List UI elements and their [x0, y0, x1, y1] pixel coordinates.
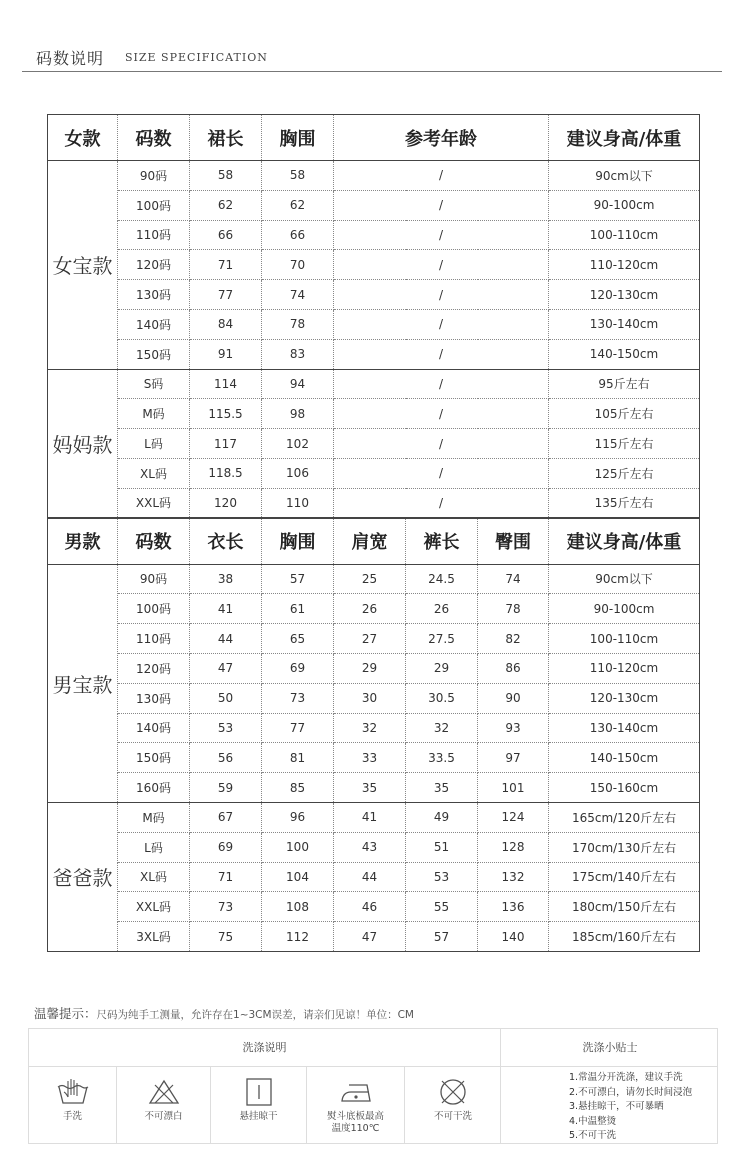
table-cell: 170cm/130斤左右	[549, 832, 700, 862]
men-header-cell: 男款	[48, 518, 118, 564]
table-row	[48, 399, 700, 429]
table-cell: XL码	[118, 458, 190, 488]
care-label-iron-1: 熨斗底板最高	[326, 1111, 384, 1122]
table-row	[48, 309, 700, 339]
table-cell: XL码	[118, 862, 190, 892]
table-cell: 150码	[118, 743, 190, 773]
hang-dry-icon	[242, 1077, 276, 1107]
table-cell: 140-150cm	[549, 339, 700, 369]
table-cell: 130码	[118, 683, 190, 713]
table-cell: 46	[334, 892, 406, 922]
table-cell: 110	[262, 488, 334, 518]
women-header-cell: 建议身高/体重	[549, 115, 700, 161]
group-label: 爸爸款	[48, 802, 118, 951]
table-cell: 135斤左右	[549, 488, 700, 518]
table-cell: 53	[406, 862, 478, 892]
table-cell: 66	[262, 220, 334, 250]
care-label-iron-2: 温度110℃	[331, 1123, 380, 1134]
table-cell: XXL码	[118, 892, 190, 922]
table-cell: 98	[262, 399, 334, 429]
table-row	[48, 429, 700, 459]
women-header-row	[48, 115, 700, 161]
table-cell: 180cm/150斤左右	[549, 892, 700, 922]
table-cell: 160码	[118, 773, 190, 803]
table-cell: /	[334, 220, 549, 250]
table-cell: 49	[406, 802, 478, 832]
table-cell: 38	[190, 564, 262, 594]
care-item-no-dry-clean	[405, 1067, 501, 1144]
women-header-cell: 码数	[118, 115, 190, 161]
table-cell: 47	[334, 922, 406, 952]
warm-tip-label: 温馨提示：	[34, 1006, 97, 1021]
men-header-cell: 胸围	[262, 518, 334, 564]
table-cell: 104	[262, 862, 334, 892]
table-cell: 50	[190, 683, 262, 713]
group-label: 妈妈款	[48, 369, 118, 518]
table-row	[48, 743, 700, 773]
table-cell: 112	[262, 922, 334, 952]
table-cell: 90-100cm	[549, 190, 700, 220]
table-cell: /	[334, 309, 549, 339]
table-cell: /	[334, 429, 549, 459]
table-cell: 100码	[118, 190, 190, 220]
women-header-cell: 参考年龄	[334, 115, 549, 161]
table-row	[48, 488, 700, 518]
wash-instructions-title: 洗涤说明	[29, 1029, 501, 1067]
group-label: 女宝款	[48, 161, 118, 370]
care-label-no-bleach: 不可漂白	[144, 1111, 183, 1122]
table-cell: 35	[406, 773, 478, 803]
table-cell: 82	[478, 624, 549, 654]
table-row	[48, 773, 700, 803]
table-cell: 62	[190, 190, 262, 220]
table-cell: XXL码	[118, 488, 190, 518]
table-cell: 120码	[118, 250, 190, 280]
women-header-cell: 裙长	[190, 115, 262, 161]
table-cell: 61	[262, 594, 334, 624]
no-dry-clean-icon	[436, 1077, 470, 1107]
care-section	[28, 1028, 718, 1144]
table-cell: 185cm/160斤左右	[549, 922, 700, 952]
table-cell: 58	[262, 161, 334, 191]
table-cell: 110-120cm	[549, 653, 700, 683]
table-cell: 69	[190, 832, 262, 862]
table-cell: 66	[190, 220, 262, 250]
table-cell: 90码	[118, 564, 190, 594]
wash-tips-title: 洗涤小贴士	[582, 1041, 638, 1054]
table-cell: 57	[406, 922, 478, 952]
table-cell: M码	[118, 802, 190, 832]
table-cell: 30	[334, 683, 406, 713]
table-cell: 3XL码	[118, 922, 190, 952]
table-cell: 108	[262, 892, 334, 922]
care-item-iron	[307, 1067, 405, 1144]
table-cell: 105斤左右	[549, 399, 700, 429]
table-cell: 150码	[118, 339, 190, 369]
table-cell: /	[334, 161, 549, 191]
header-title-cn: 码数说明	[36, 49, 105, 68]
table-cell: 84	[190, 309, 262, 339]
table-row	[48, 653, 700, 683]
table-cell: 118.5	[190, 458, 262, 488]
care-label-hand-wash: 手洗	[62, 1111, 82, 1122]
table-cell: 53	[190, 713, 262, 743]
table-cell: 130-140cm	[549, 309, 700, 339]
table-row	[48, 220, 700, 250]
table-cell: 75	[190, 922, 262, 952]
table-cell: 33.5	[406, 743, 478, 773]
table-cell: 29	[334, 653, 406, 683]
table-cell: 130-140cm	[549, 713, 700, 743]
table-cell: 56	[190, 743, 262, 773]
table-cell: L码	[118, 832, 190, 862]
table-cell: 93	[478, 713, 549, 743]
table-cell: /	[334, 488, 549, 518]
table-cell: 26	[406, 594, 478, 624]
table-cell: 90	[478, 683, 549, 713]
table-cell: 58	[190, 161, 262, 191]
table-row	[48, 922, 700, 952]
hand-wash-icon	[56, 1077, 90, 1107]
table-cell: 101	[478, 773, 549, 803]
table-cell: M码	[118, 399, 190, 429]
table-cell: 83	[262, 339, 334, 369]
table-cell: 32	[334, 713, 406, 743]
men-header-cell: 肩宽	[334, 518, 406, 564]
table-cell: 115.5	[190, 399, 262, 429]
table-cell: 62	[262, 190, 334, 220]
wash-tip-item: 3.悬挂晾干，不可暴晒	[569, 1101, 664, 1112]
table-cell: 65	[262, 624, 334, 654]
table-cell: 77	[262, 713, 334, 743]
table-cell: 115斤左右	[549, 429, 700, 459]
men-header-cell: 建议身高/体重	[549, 518, 700, 564]
table-cell: 81	[262, 743, 334, 773]
care-label-hang-dry: 悬挂晾干	[239, 1111, 278, 1122]
table-row	[48, 190, 700, 220]
table-cell: 57	[262, 564, 334, 594]
table-cell: 125斤左右	[549, 458, 700, 488]
table-row	[48, 832, 700, 862]
table-row	[48, 892, 700, 922]
table-cell: 67	[190, 802, 262, 832]
table-cell: /	[334, 369, 549, 399]
table-row	[48, 713, 700, 743]
men-header-cell: 臀围	[478, 518, 549, 564]
table-cell: 35	[334, 773, 406, 803]
table-cell: 59	[190, 773, 262, 803]
table-cell: 71	[190, 862, 262, 892]
table-cell: 90cm以下	[549, 564, 700, 594]
table-cell: 100-110cm	[549, 624, 700, 654]
table-cell: 30.5	[406, 683, 478, 713]
table-cell: 26	[334, 594, 406, 624]
wash-tips-list	[569, 1071, 692, 1144]
table-cell: 132	[478, 862, 549, 892]
table-row	[48, 862, 700, 892]
table-row	[48, 339, 700, 369]
table-cell: /	[334, 339, 549, 369]
table-cell: 55	[406, 892, 478, 922]
no-bleach-icon	[147, 1077, 181, 1107]
table-cell: 33	[334, 743, 406, 773]
table-row	[48, 280, 700, 310]
table-cell: 124	[478, 802, 549, 832]
table-cell: 43	[334, 832, 406, 862]
wash-tip-item: 1.常温分开洗涤，建议手洗	[569, 1072, 683, 1083]
table-cell: 110码	[118, 624, 190, 654]
table-cell: 128	[478, 832, 549, 862]
care-icons	[29, 1067, 501, 1144]
warm-tip-text: 尺码为纯手工测量，允许存在1~3CM误差，请亲们见谅！单位：CM	[96, 1009, 414, 1021]
table-row	[48, 683, 700, 713]
table-cell: 120-130cm	[549, 683, 700, 713]
table-cell: 150-160cm	[549, 773, 700, 803]
wash-tip-item: 4.中温整烫	[569, 1115, 617, 1127]
table-cell: 97	[478, 743, 549, 773]
table-cell: 90cm以下	[549, 161, 700, 191]
table-cell: 51	[406, 832, 478, 862]
table-cell: 136	[478, 892, 549, 922]
table-row	[48, 802, 700, 832]
table-cell: 140	[478, 922, 549, 952]
group-label: 男宝款	[48, 564, 118, 802]
table-cell: 91	[190, 339, 262, 369]
table-cell: 85	[262, 773, 334, 803]
table-cell: 90码	[118, 161, 190, 191]
table-cell: 165cm/120斤左右	[549, 802, 700, 832]
table-cell: 175cm/140斤左右	[549, 862, 700, 892]
table-cell: /	[334, 250, 549, 280]
table-cell: 110-120cm	[549, 250, 700, 280]
care-item-hang-dry	[211, 1067, 307, 1144]
table-cell: 90-100cm	[549, 594, 700, 624]
table-cell: 96	[262, 802, 334, 832]
table-row	[48, 564, 700, 594]
care-title-row	[29, 1029, 717, 1067]
size-table	[47, 114, 700, 952]
table-cell: 27.5	[406, 624, 478, 654]
table-cell: S码	[118, 369, 190, 399]
table-cell: 74	[478, 564, 549, 594]
header-title-en: SIZE SPECIFICATION	[125, 51, 268, 64]
table-cell: 140码	[118, 713, 190, 743]
care-label-no-dry-clean: 不可干洗	[433, 1111, 472, 1122]
wash-tip-item: 5.不可干洗	[569, 1130, 617, 1141]
table-cell: 25	[334, 564, 406, 594]
table-cell: 100	[262, 832, 334, 862]
table-cell: /	[334, 399, 549, 429]
table-row	[48, 369, 700, 399]
table-row	[48, 250, 700, 280]
women-header-cell: 胸围	[262, 115, 334, 161]
table-cell: 73	[190, 892, 262, 922]
table-cell: 140码	[118, 309, 190, 339]
table-cell: 74	[262, 280, 334, 310]
table-cell: 41	[190, 594, 262, 624]
table-row	[48, 458, 700, 488]
table-cell: 69	[262, 653, 334, 683]
men-header-cell: 码数	[118, 518, 190, 564]
table-cell: 100码	[118, 594, 190, 624]
iron-icon	[339, 1077, 373, 1107]
table-cell: 41	[334, 802, 406, 832]
table-cell: 78	[262, 309, 334, 339]
table-cell: 73	[262, 683, 334, 713]
table-cell: L码	[118, 429, 190, 459]
wash-tip-item: 2.不可漂白，请勿长时间浸泡	[569, 1086, 693, 1098]
table-cell: 29	[406, 653, 478, 683]
table-cell: 44	[190, 624, 262, 654]
table-cell: 120码	[118, 653, 190, 683]
table-cell: /	[334, 458, 549, 488]
table-cell: 106	[262, 458, 334, 488]
table-cell: 117	[190, 429, 262, 459]
table-cell: 77	[190, 280, 262, 310]
table-cell: 102	[262, 429, 334, 459]
men-header-cell: 衣长	[190, 518, 262, 564]
table-cell: 71	[190, 250, 262, 280]
table-cell: 94	[262, 369, 334, 399]
table-cell: 27	[334, 624, 406, 654]
care-item-hand-wash	[29, 1067, 117, 1144]
table-cell: 32	[406, 713, 478, 743]
table-cell: 78	[478, 594, 549, 624]
table-cell: 95斤左右	[549, 369, 700, 399]
table-cell: 130码	[118, 280, 190, 310]
table-cell: 114	[190, 369, 262, 399]
men-header-cell: 裤长	[406, 518, 478, 564]
care-item-no-bleach	[117, 1067, 211, 1144]
table-cell: 110码	[118, 220, 190, 250]
table-cell: 70	[262, 250, 334, 280]
table-cell: 24.5	[406, 564, 478, 594]
table-cell: 100-110cm	[549, 220, 700, 250]
table-cell: 86	[478, 653, 549, 683]
table-cell: 140-150cm	[549, 743, 700, 773]
table-cell: /	[334, 280, 549, 310]
table-row	[48, 161, 700, 191]
table-row	[48, 624, 700, 654]
page-header	[22, 42, 722, 72]
table-cell: 120-130cm	[549, 280, 700, 310]
table-cell: /	[334, 190, 549, 220]
table-row	[48, 594, 700, 624]
table-cell: 44	[334, 862, 406, 892]
table-cell: 120	[190, 488, 262, 518]
warm-tip	[34, 1004, 414, 1022]
men-header-row	[48, 518, 700, 564]
table-cell: 47	[190, 653, 262, 683]
women-header-cell: 女款	[48, 115, 118, 161]
